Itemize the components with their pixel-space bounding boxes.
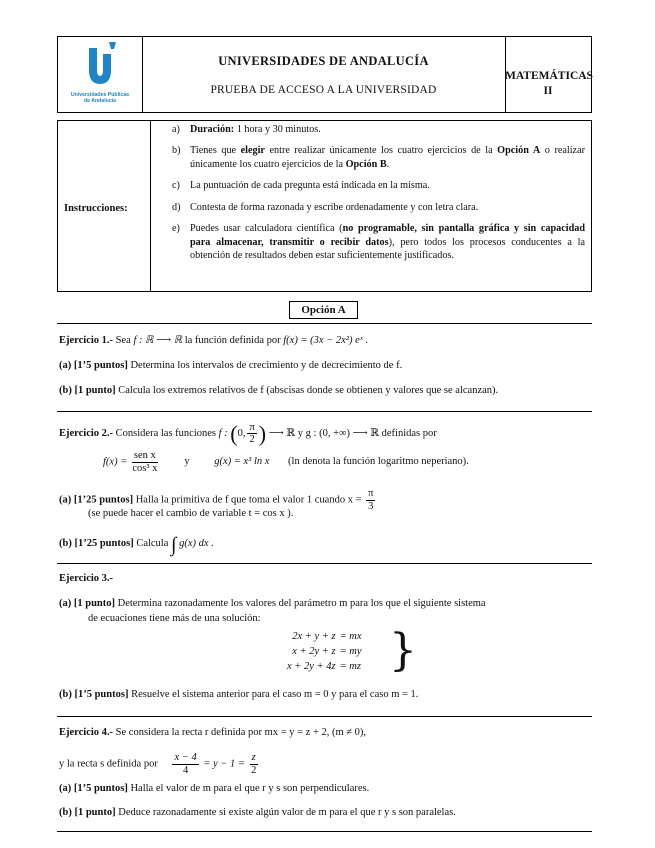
- exam-header: [57, 36, 592, 113]
- ex3-part-b: (b) [1’5 puntos] Resuelve el sistema anterior para el caso m = 0 y para el caso m = 1.: [59, 689, 419, 700]
- pi-over-3: $\frac{\pi}{3}$: [368, 488, 374, 512]
- equation-row: x + 2y + 4z = mz: [287, 661, 361, 672]
- instruction-item: a) Duración: 1 hora y 30 minutos.: [172, 124, 321, 135]
- instructions-label: Instrucciones:: [64, 203, 128, 214]
- instructions-list: [158, 123, 585, 263]
- logo-cell: [58, 37, 143, 112]
- ex4-part-a: (a) [1’5 puntos] Halla el valor de m para el que r y s son perpendiculares.: [59, 783, 370, 794]
- instruction-item: e) Puedes usar calculadora científica (no programable, sin pantalla gráfica y sin capacidad para almacenar, transmitir o recibir datos), pero todos los procesos conducentes a la obtención de resultados deben estar suficientemente justificados.: [172, 223, 585, 262]
- equation-row: x + 2y + z = my: [292, 646, 362, 657]
- instruction-item: d) Contesta de forma razonada y escribe ordenadamente y con letra clara.: [172, 201, 479, 213]
- s-fraction-2: $\frac{z}{2}$: [251, 752, 257, 776]
- ex2-hint: (se puede hacer el cambio de variable t = cos x ).: [88, 508, 294, 519]
- s-fraction-1: $\frac{x - 4}{4}$: [174, 752, 197, 776]
- equation-system: [285, 625, 417, 676]
- exam-name: PRUEBA DE ACCESO A LA UNIVERSIDAD: [210, 84, 437, 96]
- instructions-label-cell: [58, 121, 151, 291]
- equation-row: 2x + y + z = mx: [292, 631, 362, 642]
- ex3-part-a: (a) [1 punto] Determina razonadamente los valores del parámetro m para los que el siguiente sistema: [59, 598, 486, 609]
- divider: [57, 563, 592, 564]
- ex1-statement: Ejercicio 1.- Sea f : ℝ ⟶ ℝ la función definida por f(x) = (3x − 2x²) eˣ .: [59, 335, 368, 346]
- divider: [57, 716, 592, 717]
- ex4-part-b: (b) [1 punto] Deduce razonadamente si existe algún valor de m para el que r y s son paralelas.: [59, 807, 456, 818]
- ex2-statement: Ejercicio 2.- Considera las funciones f : (0, $\frac{\pi}{2}$ ) ⟶ ℝ y g : (0, +∞) ⟶ ℝ definidas por: [59, 421, 437, 446]
- ex2-definitions: f(x) = $\frac{\text{sen x}}{\text{cos³ x}}$ y g(x) = x³ ln x (ln denota la función logaritmo neperiano).: [103, 450, 469, 474]
- option-title: Opción A: [289, 301, 358, 319]
- university-name: UNIVERSIDADES DE ANDALUCÍA: [218, 54, 429, 68]
- ex3-part-a-cont: de ecuaciones tiene más de una solución:: [88, 613, 261, 624]
- pi-over-2: $\frac{\pi}{2}$: [249, 421, 255, 446]
- ex2-part-a: (a) [1’25 puntos] Halla la primitiva de f que toma el valor 1 cuando x = $\frac{\pi}{3}$: [59, 488, 374, 512]
- ex1-part-a: (a) [1’5 puntos] Determina los intervalos de crecimiento y de decrecimiento de f.: [59, 360, 403, 371]
- integral-sign: ∫: [171, 534, 177, 556]
- divider: [57, 411, 592, 412]
- instruction-item: b) Tienes que elegir entre realizar únicamente los cuatro ejercicios de la Opción A o realizar únicamente los cuatro ejercicios de la Opción B.: [172, 145, 585, 170]
- logo-caption: Universidades Públicas de Andalucía: [70, 92, 130, 104]
- title-cell: [142, 37, 506, 112]
- subject-cell: [505, 37, 591, 112]
- ex4-line-s: y la recta s definida por $\frac{x - 4}{4}$ = y − 1 = $\frac{z}{2}$: [59, 752, 257, 776]
- system-brace: }: [389, 625, 417, 676]
- ex3-title: Ejercicio 3.-: [59, 573, 114, 584]
- ex4-statement: Ejercicio 4.- Se considera la recta r definida por mx = y = z + 2, (m ≠ 0),: [59, 727, 367, 738]
- f-fraction: $\frac{\text{sen x}}{\text{cos³ x}}$: [132, 450, 158, 474]
- divider: [57, 831, 592, 832]
- ex1-part-b: (b) [1 punto] Calcula los extremos relativos de f (abscisas donde se obtienen y valores que se alcanzan).: [59, 385, 499, 396]
- university-logo: [83, 40, 117, 92]
- ex2-part-b: (b) [1’25 puntos] Calcula ∫ g(x) dx .: [59, 534, 214, 556]
- instructions-box: [57, 120, 592, 292]
- divider: [57, 323, 592, 324]
- instruction-item: c) La puntuación de cada pregunta está indicada en la misma.: [172, 180, 430, 192]
- subject-name: MATEMÁTICAS II: [505, 70, 593, 97]
